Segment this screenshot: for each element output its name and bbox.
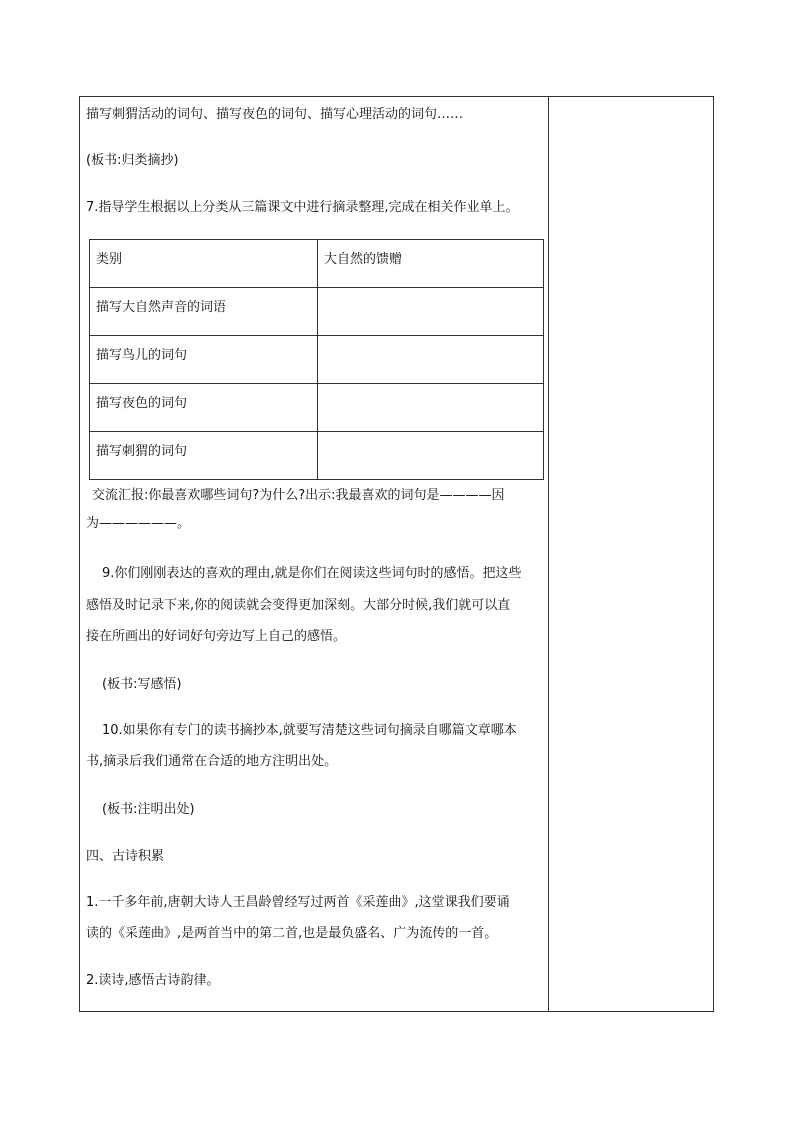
- step-10-line-1: 10.如果你有专门的读书摘抄本,就要写清楚这些词句摘录自哪篇文章哪本: [102, 723, 517, 738]
- board-note-classify: (板书:归类摘抄): [86, 153, 179, 168]
- lesson-plan-table: [79, 96, 714, 1012]
- table-cell-content: [318, 336, 544, 384]
- step-7: 7.指导学生根据以上分类从三篇课文中进行摘录整理,完成在相关作业单上。: [86, 200, 519, 215]
- table-header-row: [90, 240, 544, 288]
- table-cell-content: [318, 384, 544, 432]
- notes-column: [549, 97, 713, 1011]
- table-header-source: 大自然的馈赠: [318, 240, 544, 288]
- board-note-reflection: (板书:写感悟): [102, 677, 182, 692]
- table-cell-category: 描写夜色的词句: [90, 384, 318, 432]
- exchange-report-line-2: 为——————。: [86, 516, 191, 531]
- table-row: [90, 432, 544, 480]
- table-row: [90, 288, 544, 336]
- board-note-source: (板书:注明出处): [102, 802, 195, 817]
- step-9-line-1: 9.你们刚刚表达的喜欢的理由,就是你们在阅读这些词句时的感悟。把这些: [102, 566, 522, 581]
- poetry-step-1-line-2: 读的《采莲曲》,是两首当中的第二首,也是最负盛名、广为流传的一首。: [86, 926, 498, 941]
- table-row: [90, 336, 544, 384]
- table-cell-category: 描写刺猬的词句: [90, 432, 318, 480]
- poetry-step-2: 2.读诗,感悟古诗韵律。: [86, 973, 220, 988]
- table-cell-category: 描写鸟儿的词句: [90, 336, 318, 384]
- table-cell-category: 描写大自然声音的词语: [90, 288, 318, 336]
- step-9-line-2: 感悟及时记录下来,你的阅读就会变得更加深刻。大部分时候,我们就可以直: [86, 598, 511, 613]
- table-row: [90, 384, 544, 432]
- exchange-report-line-1: 交流汇报:你最喜欢哪些词句?为什么?出示:我最喜欢的词句是————因: [92, 488, 505, 503]
- excerpt-table: [89, 239, 544, 480]
- table-header-category: 类别: [90, 240, 318, 288]
- line-description-categories: 描写刺猬活动的词句、描写夜色的词句、描写心理活动的词句……: [86, 107, 464, 122]
- step-9-line-3: 接在所画出的好词好句旁边写上自己的感悟。: [86, 629, 347, 644]
- table-cell-content: [318, 288, 544, 336]
- poetry-step-1-line-1: 1.一千多年前,唐朝大诗人王昌龄曾经写过两首《采莲曲》,这堂课我们要诵: [86, 895, 510, 910]
- table-cell-content: [318, 432, 544, 480]
- section-heading-ancient-poetry: 四、古诗积累: [86, 849, 165, 864]
- step-10-line-2: 书,摘录后我们通常在合适的地方注明出处。: [86, 754, 338, 769]
